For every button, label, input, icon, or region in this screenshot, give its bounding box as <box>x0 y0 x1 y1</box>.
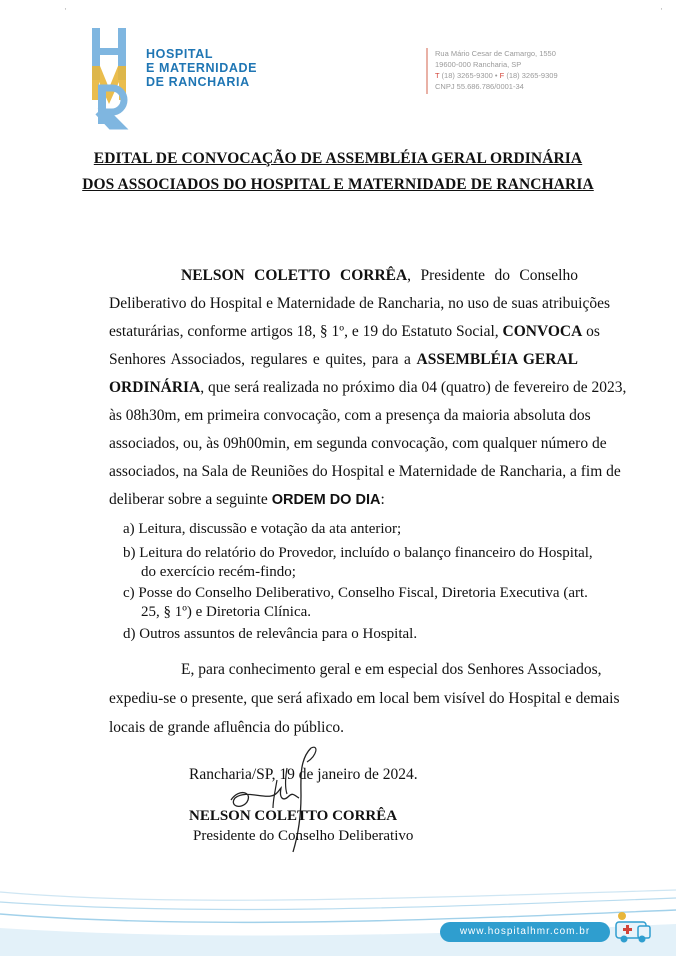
address-line: Rua Mário Cesar de Camargo, 1550 <box>435 49 556 58</box>
address-divider <box>426 48 428 94</box>
fax-number: (18) 3265-9309 <box>506 71 558 80</box>
paragraph-line <box>109 350 578 370</box>
text-run: estaturárias, conforme artigos 18, § 1º, e 19 do Estatuto Social, <box>109 323 503 340</box>
text-run: os <box>582 323 600 340</box>
closing-line: locais de grande afluência do público. <box>109 719 344 736</box>
scan-mark: · <box>660 4 663 14</box>
hospital-address <box>435 48 558 92</box>
agenda-heading: ORDEM DO DIA <box>271 492 381 508</box>
address-line: CNPJ 55.686.786/0001-34 <box>435 82 524 91</box>
agenda-item <box>123 584 588 622</box>
paragraph-line <box>109 378 627 398</box>
address-line: 19600-000 Rancharia, SP <box>435 60 522 69</box>
text-run-bold: CONVOCA <box>502 323 583 340</box>
ambulance-icon <box>612 908 656 946</box>
scan-mark: · <box>64 4 67 14</box>
agenda-item <box>123 544 593 582</box>
logo-line: E MATERNIDADE <box>146 61 258 75</box>
signatory-role: Presidente do Conselho Deliberativo <box>193 828 414 844</box>
text-run: , que será realizada no próximo dia 04 (quatro) de fevereiro de 2023, <box>200 379 627 396</box>
footer-wave-decoration <box>0 880 676 956</box>
fax-icon: F <box>499 71 505 80</box>
website-url: www.hospitalhmr.com.br <box>440 922 610 942</box>
agenda-item-line: b) Leitura do relatório do Provedor, incluído o balanço financeiro do Hospital, <box>123 545 593 561</box>
agenda-item-line: c) Posse do Conselho Deliberativo, Conselho Fiscal, Diretoria Executiva (art. <box>123 585 588 601</box>
phone-icon: T <box>435 71 440 80</box>
paragraph-line <box>181 266 578 286</box>
logo-line: DE RANCHARIA <box>146 75 250 89</box>
closing-line: E, para conhecimento geral e em especial dos Senhores Associados, <box>181 661 602 678</box>
closing-line: expediu-se o presente, que será afixado em local bem visível do Hospital e demais <box>109 690 620 707</box>
paragraph-line <box>109 490 578 510</box>
president-name: NELSON COLETTO CORRÊA <box>181 267 408 284</box>
text-run: : <box>380 491 385 508</box>
paragraph-line <box>109 322 600 342</box>
hmr-logo-icon <box>84 26 140 126</box>
paragraph-line: às 08h30m, em primeira convocação, com a presença da maioria absoluta dos <box>109 407 591 424</box>
text-run-bold: ASSEMBLÉIA GERAL <box>416 351 578 368</box>
text-run: deliberar sobre a seguinte <box>109 491 272 508</box>
signatory-name: NELSON COLETTO CORRÊA <box>189 808 398 824</box>
paragraph-line: Deliberativo do Hospital e Maternidade de Rancharia, no uso de suas atribuições <box>109 295 611 312</box>
paragraph-line: associados, ou, às 09h00min, em segunda convocação, com qualquer número de <box>109 435 607 452</box>
logo-line: HOSPITAL <box>146 47 214 61</box>
agenda-item-continuation: 25, § 1º) e Diretoria Clínica. <box>141 604 312 620</box>
paragraph-line: associados, na Sala de Reuniões do Hospital e Maternidade de Rancharia, a fim de <box>109 463 621 480</box>
text-run: , Presidente do Conselho <box>407 267 578 284</box>
text-run-bold: ORDINÁRIA <box>109 379 201 396</box>
date-line: Rancharia/SP, 19 de janeiro de 2024. <box>189 766 418 783</box>
address-line: T (18) 3265-9300 • F (18) 3265-9309 <box>435 71 558 80</box>
hospital-name-logo <box>146 47 257 89</box>
agenda-item-continuation: do exercício recém-findo; <box>141 564 296 580</box>
document-subtitle: DOS ASSOCIADOS DO HOSPITAL E MATERNIDADE DE RANCHARIA <box>82 176 594 193</box>
phone-number: (18) 3265-9300 <box>441 71 493 80</box>
text-run: Senhores Associados, regulares e quites, para a <box>109 351 417 368</box>
agenda-item: d) Outros assuntos de relevância para o Hospital. <box>123 626 418 642</box>
agenda-item: a) Leitura, discussão e votação da ata anterior; <box>123 521 402 537</box>
document-title: EDITAL DE CONVOCAÇÃO DE ASSEMBLÉIA GERAL ORDINÁRIA <box>93 150 583 167</box>
